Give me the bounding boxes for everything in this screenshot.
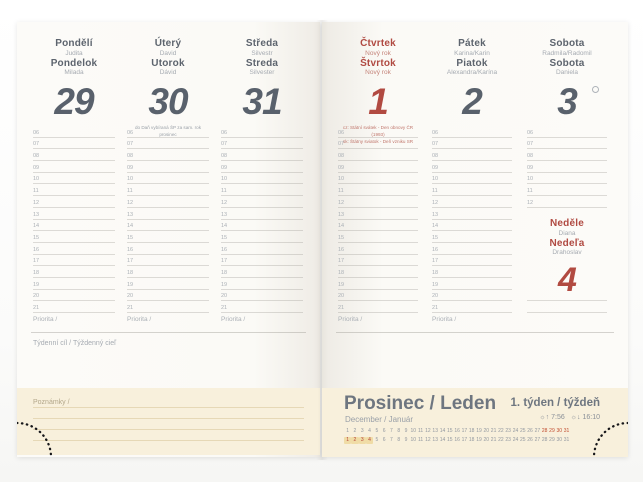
hour-row-14: 14 [33, 220, 115, 232]
hour-row-14: 14 [221, 220, 303, 232]
sunday-block [527, 218, 607, 297]
hour-row-18: 18 [338, 266, 418, 278]
hour-row-21: 21 [127, 301, 209, 313]
hour-row-08: 08 [338, 149, 418, 161]
calendar-day: 7 [390, 437, 393, 443]
footer-section [322, 388, 628, 457]
nameday-sk: Nový rok [365, 69, 391, 77]
hour-row-09: 09 [221, 161, 303, 173]
date-number: 1 [368, 80, 388, 122]
hour-row-15: 15 [432, 231, 512, 243]
hour-row-10: 10 [221, 173, 303, 185]
day-header-saturday [527, 38, 607, 126]
hour-row-11: 11 [127, 184, 209, 196]
nameday-cz: David [159, 49, 177, 57]
calendar-day: 16 [454, 437, 460, 443]
hour-row-17: 17 [338, 255, 418, 267]
day-name-cz: Středa [245, 38, 279, 49]
hour-row-12: 12 [527, 196, 607, 208]
calendar-day: 7 [390, 428, 393, 434]
calendar-day: 21 [490, 428, 497, 434]
month-subtitle: December / Január [345, 415, 414, 424]
calendar-day: 26 [527, 437, 533, 443]
hour-row-12: 12 [221, 196, 303, 208]
hour-row-07: 07 [432, 138, 512, 150]
notes-section [17, 388, 320, 455]
hour-row-15: 15 [33, 231, 115, 243]
calendar-day: 9 [404, 437, 408, 443]
hour-row-08: 08 [432, 149, 512, 161]
hour-row-06: 06 [338, 126, 418, 138]
nameday-cz: Nový rok [365, 49, 391, 57]
day-column-wednesday [221, 38, 303, 323]
month-title: Prosinec / Leden [344, 393, 497, 414]
hour-row-09: 09 [527, 161, 607, 173]
hour-row-09: 09 [432, 161, 512, 173]
day-column-saturday-sunday [527, 38, 607, 313]
hour-row-10: 10 [527, 173, 607, 185]
hour-row-07: 07 [527, 138, 607, 150]
hour-row-10: 10 [127, 173, 209, 185]
hour-grid-tuesday [127, 126, 209, 313]
hour-row-13: 13 [221, 208, 303, 220]
moon-phase-icon [592, 86, 599, 93]
sun-down-icon: ☼↓ [570, 414, 581, 421]
corner-perforation-dots [17, 417, 57, 457]
hour-row-08: 08 [221, 149, 303, 161]
calendar-day: 25 [519, 437, 526, 443]
day-name-sk: Piatok [456, 57, 488, 69]
calendar-day: 14 [439, 437, 446, 443]
calendar-day: 19 [476, 437, 482, 443]
day-column-tuesday [127, 38, 209, 323]
calendar-day: 21 [490, 437, 497, 443]
day-name-cz: Pátek [458, 38, 486, 49]
calendar-day: 25 [519, 428, 526, 434]
calendar-day: 29 [549, 437, 555, 443]
calendar-day: 3 [359, 437, 366, 444]
hour-row-10: 10 [338, 173, 418, 185]
date-number: 31 [242, 80, 282, 122]
hour-row-11: 11 [527, 184, 607, 196]
hour-row-16: 16 [338, 243, 418, 255]
nameday-cz: Diana [558, 229, 576, 237]
hour-row-17: 17 [221, 255, 303, 267]
divider-rule [336, 332, 614, 333]
calendar-day: 22 [498, 437, 504, 443]
hour-row-21: 21 [33, 301, 115, 313]
hour-grid-monday [33, 126, 115, 313]
hour-row-13: 13 [127, 208, 209, 220]
hour-row-11: 11 [221, 184, 303, 196]
hour-row-11: 11 [33, 184, 115, 196]
hour-row-06: 06 [221, 126, 303, 138]
priorita-label: Priorita / [127, 316, 152, 323]
hour-row-07: 07 [338, 138, 418, 150]
hour-row-17: 17 [127, 255, 209, 267]
day-name-sk: Streda [245, 57, 279, 69]
hour-row-11: 11 [338, 184, 418, 196]
hour-row-13: 13 [432, 208, 512, 220]
notes-line [33, 408, 304, 419]
hour-row-15: 15 [127, 231, 209, 243]
hour-grid-thursday [338, 126, 418, 313]
calendar-day: 29 [549, 428, 555, 434]
hour-row-09: 09 [127, 161, 209, 173]
week-number-label: 1. týden / týždeň [510, 397, 600, 409]
calendar-day: 8 [397, 428, 401, 434]
day-header-friday [432, 38, 512, 126]
calendar-day: 10 [410, 428, 417, 434]
calendar-day: 16 [454, 428, 460, 434]
hour-row-07: 07 [33, 138, 115, 150]
corner-perforation-dots [588, 417, 628, 457]
hour-row-08: 08 [127, 149, 209, 161]
calendar-day: 4 [366, 437, 373, 444]
calendar-day: 31 [563, 437, 570, 443]
hour-row-21: 21 [338, 301, 418, 313]
date-number: 29 [54, 80, 94, 122]
notes-label: Poznámky / [33, 399, 70, 406]
hour-row-10: 10 [33, 173, 115, 185]
calendar-day: 28 [541, 428, 548, 434]
calendar-day: 6 [382, 428, 386, 434]
day-name-cz: Sobota [549, 38, 585, 49]
priorita-label: Priorita / [33, 316, 58, 323]
calendar-day: 4 [368, 428, 371, 434]
hour-row-16: 16 [33, 243, 115, 255]
calendar-day: 17 [461, 437, 468, 443]
calendar-day: 1 [346, 428, 350, 434]
hour-row-12: 12 [432, 196, 512, 208]
nameday-sk: Drahoslav [552, 249, 582, 257]
day-header-monday [33, 38, 115, 126]
hour-row-18: 18 [33, 266, 115, 278]
day-name-cz: Úterý [154, 38, 182, 49]
hour-row-18: 18 [432, 266, 512, 278]
calendar-day: 19 [476, 428, 482, 434]
calendar-day: 23 [505, 437, 511, 443]
hour-row-07: 07 [127, 138, 209, 150]
calendar-day: 2 [353, 428, 357, 434]
hour-grid-wednesday [221, 126, 303, 313]
hour-row-19: 19 [221, 278, 303, 290]
hour-row-17: 17 [432, 255, 512, 267]
hour-row-19: 19 [33, 278, 115, 290]
hour-row-15: 15 [338, 231, 418, 243]
hour-row-16: 16 [432, 243, 512, 255]
notes-line [33, 419, 304, 430]
hour-row-20: 20 [338, 290, 418, 302]
hour-row-18: 18 [127, 266, 209, 278]
nameday-sk: Silvester [249, 69, 275, 77]
mini-calendar-january [344, 437, 570, 444]
calendar-day: 2 [351, 437, 358, 444]
calendar-day: 30 [556, 437, 563, 443]
nameday-cz: Karina/Karin [454, 49, 490, 57]
day-name-cz: Neděle [550, 218, 584, 229]
hour-row-10: 10 [432, 173, 512, 185]
notes-line [33, 397, 304, 408]
hour-row-09: 09 [338, 161, 418, 173]
sunset-time: 16:10 [582, 414, 600, 421]
hour-row-15: 15 [221, 231, 303, 243]
day-name-cz: Pondělí [55, 38, 93, 49]
calendar-day: 14 [439, 428, 446, 434]
hour-row-08: 08 [33, 149, 115, 161]
blank-row [527, 301, 607, 313]
date-number: 3 [557, 80, 577, 122]
nameday-sk: Dávid [159, 69, 177, 77]
calendar-day: 20 [483, 428, 490, 434]
calendar-day: 22 [498, 428, 504, 434]
hour-row-12: 12 [33, 196, 115, 208]
left-page [17, 22, 320, 457]
calendar-day: 12 [425, 437, 431, 443]
hour-row-14: 14 [432, 220, 512, 232]
hour-grid-friday [432, 126, 512, 313]
hour-row-09: 09 [33, 161, 115, 173]
hour-row-16: 16 [127, 243, 209, 255]
calendar-day: 24 [512, 428, 519, 434]
hour-row-20: 20 [432, 290, 512, 302]
calendar-day: 3 [360, 428, 364, 434]
date-number: 4 [558, 260, 576, 299]
nameday-cz: Silvestr [251, 49, 273, 57]
day-name-sk: Štvrtok [360, 57, 396, 69]
hour-row-19: 19 [127, 278, 209, 290]
hour-row-21: 21 [432, 301, 512, 313]
calendar-day: 8 [397, 437, 401, 443]
hour-row-13: 13 [338, 208, 418, 220]
sunrise-time: 7:56 [551, 414, 565, 421]
priorita-label: Priorita / [338, 316, 363, 323]
hour-row-21: 21 [221, 301, 303, 313]
day-name-sk: Nedeľa [549, 237, 585, 249]
holiday-note-cz: cz: Státní svátek - Den obnovy ČR (1993) [342, 124, 414, 137]
day-name-sk: Pondelok [50, 57, 98, 69]
day-column-friday [432, 38, 512, 323]
calendar-day: 13 [432, 437, 438, 443]
notes-line [33, 430, 304, 441]
calendar-day: 15 [447, 437, 453, 443]
date-number: 30 [148, 80, 188, 122]
calendar-day: 6 [382, 437, 386, 443]
sun-up-icon: ☼↑ [539, 414, 550, 421]
calendar-day: 17 [461, 428, 468, 434]
calendar-day: 27 [534, 428, 541, 434]
hour-row-06: 06 [432, 126, 512, 138]
hour-row-20: 20 [33, 290, 115, 302]
hour-row-08: 08 [527, 149, 607, 161]
hour-row-14: 14 [127, 220, 209, 232]
calendar-day: 11 [418, 437, 424, 443]
hour-row-19: 19 [432, 278, 512, 290]
calendar-day: 26 [527, 428, 533, 434]
hour-row-12: 12 [338, 196, 418, 208]
weekly-goal-label: Týdenní cíl / Týždenný cieľ [33, 340, 117, 347]
calendar-day: 11 [418, 428, 424, 434]
calendar-day: 12 [425, 428, 431, 434]
day-name-sk: Sobota [549, 57, 585, 69]
nameday-sk: Daniela [555, 69, 579, 77]
calendar-day: 23 [505, 428, 511, 434]
day-header-wednesday [221, 38, 303, 126]
calendar-day: 15 [447, 428, 453, 434]
nameday-cz: Radmila/Radomil [542, 49, 592, 57]
hour-row-12: 12 [127, 196, 209, 208]
calendar-day: 24 [512, 437, 519, 443]
nameday-sk: Milada [64, 69, 84, 77]
hour-row-16: 16 [221, 243, 303, 255]
calendar-day: 30 [556, 428, 563, 434]
hour-row-07: 07 [221, 138, 303, 150]
calendar-day: 27 [534, 437, 541, 443]
calendar-day: 1 [344, 437, 351, 444]
nameday-sk: Alexandra/Karína [446, 69, 498, 77]
calendar-day: 18 [468, 437, 475, 443]
hour-row-11: 11 [432, 184, 512, 196]
hour-row-06: 06 [33, 126, 115, 138]
calendar-day: 18 [468, 428, 475, 434]
hour-row-13: 13 [33, 208, 115, 220]
calendar-day: 5 [375, 428, 379, 434]
divider-rule [31, 332, 306, 333]
day-column-thursday [338, 38, 418, 323]
hour-row-20: 20 [127, 290, 209, 302]
calendar-day: 10 [410, 437, 417, 443]
day-column-monday [33, 38, 115, 323]
hour-row-06: 06 [127, 126, 209, 138]
calendar-day: 28 [541, 437, 548, 443]
deadline-note: do Daň vybíraná ŠP za sam. rok prosinec [134, 124, 202, 137]
day-name-cz: Čtvrtek [360, 38, 396, 49]
calendar-day: 5 [375, 437, 379, 443]
right-page [322, 22, 628, 457]
hour-row-19: 19 [338, 278, 418, 290]
hour-row-17: 17 [33, 255, 115, 267]
priorita-label: Priorita / [432, 316, 457, 323]
calendar-day: 9 [404, 428, 408, 434]
calendar-day: 13 [432, 428, 438, 434]
calendar-day: 20 [483, 437, 490, 443]
day-name-sk: Utorok [151, 57, 185, 69]
calendar-day: 31 [563, 428, 570, 434]
notes-lines [33, 397, 304, 441]
hour-row-06: 06 [527, 126, 607, 138]
date-number: 2 [462, 80, 482, 122]
nameday-cz: Judita [65, 49, 83, 57]
holiday-note-sk: sk: Štátny sviatok - Deň vzniku SR [342, 138, 414, 144]
hour-row-18: 18 [221, 266, 303, 278]
priorita-label: Priorita / [221, 316, 246, 323]
mini-calendar-december [344, 428, 570, 435]
hour-row-14: 14 [338, 220, 418, 232]
hour-row-20: 20 [221, 290, 303, 302]
